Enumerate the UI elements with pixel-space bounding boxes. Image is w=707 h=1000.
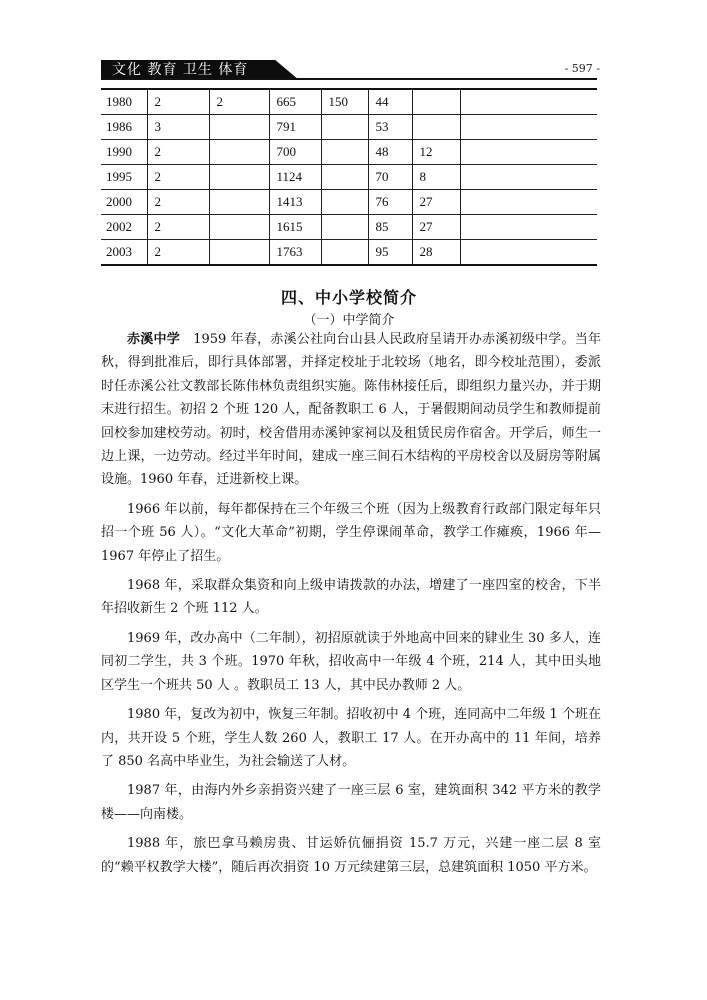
table-cell: 1413 — [269, 190, 321, 215]
table-cell: 2 — [147, 240, 209, 266]
section-header: 文化 教育 卫生 体育 — [112, 62, 249, 78]
table-cell: 700 — [269, 140, 321, 165]
table-cell: 53 — [368, 115, 412, 140]
table-cell: 70 — [368, 165, 412, 190]
table-cell — [460, 115, 597, 140]
table-cell: 2 — [147, 215, 209, 240]
subsection-title: （一）中学简介 — [303, 313, 395, 328]
table-cell — [412, 89, 460, 115]
paragraph — [101, 703, 601, 773]
table-cell — [321, 240, 368, 266]
table-cell: 95 — [368, 240, 412, 266]
table-cell: 150 — [321, 89, 368, 115]
paragraph-text: 1980 年，复改为初中，恢复三年制。招收初中 4 个班，连同高中二年级 1 个班在内，共开设 5 个班，学生人数 260 人，教职工 17 人。在开办高中的 11 年间，培养了 850 名高中毕业生，为社会输送了人材。 — [101, 707, 601, 769]
table-cell: 1763 — [269, 240, 321, 266]
table-cell: 1995 — [101, 165, 147, 190]
paragraph — [101, 498, 601, 568]
table-cell — [209, 165, 269, 190]
table-cell — [321, 115, 368, 140]
table-cell: 44 — [368, 89, 412, 115]
table-row — [101, 89, 597, 115]
table-cell: 2003 — [101, 240, 147, 266]
table-cell — [209, 190, 269, 215]
table-cell — [321, 215, 368, 240]
section-title: 四、中小学校简介 — [280, 288, 417, 307]
table-cell — [460, 89, 597, 115]
table-cell: 27 — [412, 190, 460, 215]
table-cell: 1615 — [269, 215, 321, 240]
table-cell — [321, 165, 368, 190]
paragraph — [101, 328, 601, 492]
table-row — [101, 190, 597, 215]
body-text — [101, 328, 601, 885]
table-cell — [209, 115, 269, 140]
table-cell: 1986 — [101, 115, 147, 140]
table-cell — [460, 215, 597, 240]
table-cell: 1124 — [269, 165, 321, 190]
table-cell — [460, 140, 597, 165]
table-cell — [460, 165, 597, 190]
paragraph-text: 1969 年，改办高中（二年制），初招原就读于外地高中回来的肄业生 30 多人，连同初二学生，共 3 个班。1970 年秋，招收高中一年级 4 个班，214 人，其中田头地区学生一个班共 50 人 。教职员工 13 人，其中民办教师 2 人。 — [101, 630, 601, 693]
table-cell: 85 — [368, 215, 412, 240]
paragraph-text: 1987 年，由海内外乡亲捐资兴建了一座三层 6 室，建筑面积 342 平方米的教学楼——向南楼。 — [101, 783, 601, 822]
table-cell: 8 — [412, 165, 460, 190]
page-number: - 597 - — [564, 62, 600, 75]
table-cell: 2 — [147, 140, 209, 165]
table-cell — [460, 190, 597, 215]
table-row — [101, 140, 597, 165]
table-cell — [209, 240, 269, 266]
table-row — [101, 215, 597, 240]
table-row — [101, 165, 597, 190]
table-cell: 1990 — [101, 140, 147, 165]
paragraph-text: 1966 年以前，每年都保持在三个年级三个班（因为上级教育行政部门限定每年只招一个班 56 人）。“文化大革命”初期，学生停课闹革命，教学工作瘫痪，1966 年—1967 年停止了招生。 — [101, 501, 601, 564]
table-cell: 28 — [412, 240, 460, 266]
table-cell — [209, 140, 269, 165]
table-cell: 76 — [368, 190, 412, 215]
table-cell: 2000 — [101, 190, 147, 215]
paragraph — [101, 574, 601, 621]
table-row — [101, 115, 597, 140]
table-cell: 3 — [147, 115, 209, 140]
statistics-table — [101, 88, 597, 266]
table-cell — [209, 215, 269, 240]
header-rule — [101, 78, 597, 80]
table-cell: 2 — [147, 89, 209, 115]
table-cell — [321, 140, 368, 165]
table-cell: 791 — [269, 115, 321, 140]
paragraph — [101, 627, 601, 697]
school-name: 赤溪中学 — [127, 332, 180, 347]
table-cell — [412, 115, 460, 140]
table-cell — [321, 190, 368, 215]
paragraph — [101, 779, 601, 826]
paragraph-text: 1959 年春，赤溪公社向台山县人民政府呈请开办赤溪初级中学。当年秋，得到批准后，即行具体部署，并择定校址于北较场（地名，即今校址范围），委派时任赤溪公社文教部长陈伟林负责组织实施。陈伟林接任后，即组织力量兴办，并于期末进行招生。初招 2 个班 120 人，配备教职工 6 人，于暑假期间动员学生和教师提前回校参加建校劳动。初时，校舍借用赤溪钟家祠以及租赁民房作宿舍。开学后，师生一边上课，一边劳动。经过半年时间，建成一座三间石木结构的平房校舍以及厨房等附属设施。1960 年春，迁进新校上课。 — [101, 332, 601, 488]
paragraph-text: 1968 年，采取群众集资和向上级申请拨款的办法，增建了一座四室的校舍，下半年招收新生 2 个班 112 人。 — [101, 578, 601, 617]
table-cell: 12 — [412, 140, 460, 165]
paragraph-text: 1988 年，旅巴拿马赖房贵、甘运娇伉俪捐资 15.7 万元，兴建一座二层 8 室的“赖平权教学大楼”，随后再次捐资 10 万元续建第三层，总建筑面积 1050 平方米。 — [101, 836, 601, 875]
table-cell: 2 — [209, 89, 269, 115]
table-cell: 2002 — [101, 215, 147, 240]
table-cell: 2 — [147, 165, 209, 190]
table-cell: 1980 — [101, 89, 147, 115]
table-row — [101, 240, 597, 266]
table-cell — [460, 240, 597, 266]
table-cell: 27 — [412, 215, 460, 240]
paragraph — [101, 832, 601, 879]
table-cell: 48 — [368, 140, 412, 165]
table-cell: 2 — [147, 190, 209, 215]
table-cell: 665 — [269, 89, 321, 115]
